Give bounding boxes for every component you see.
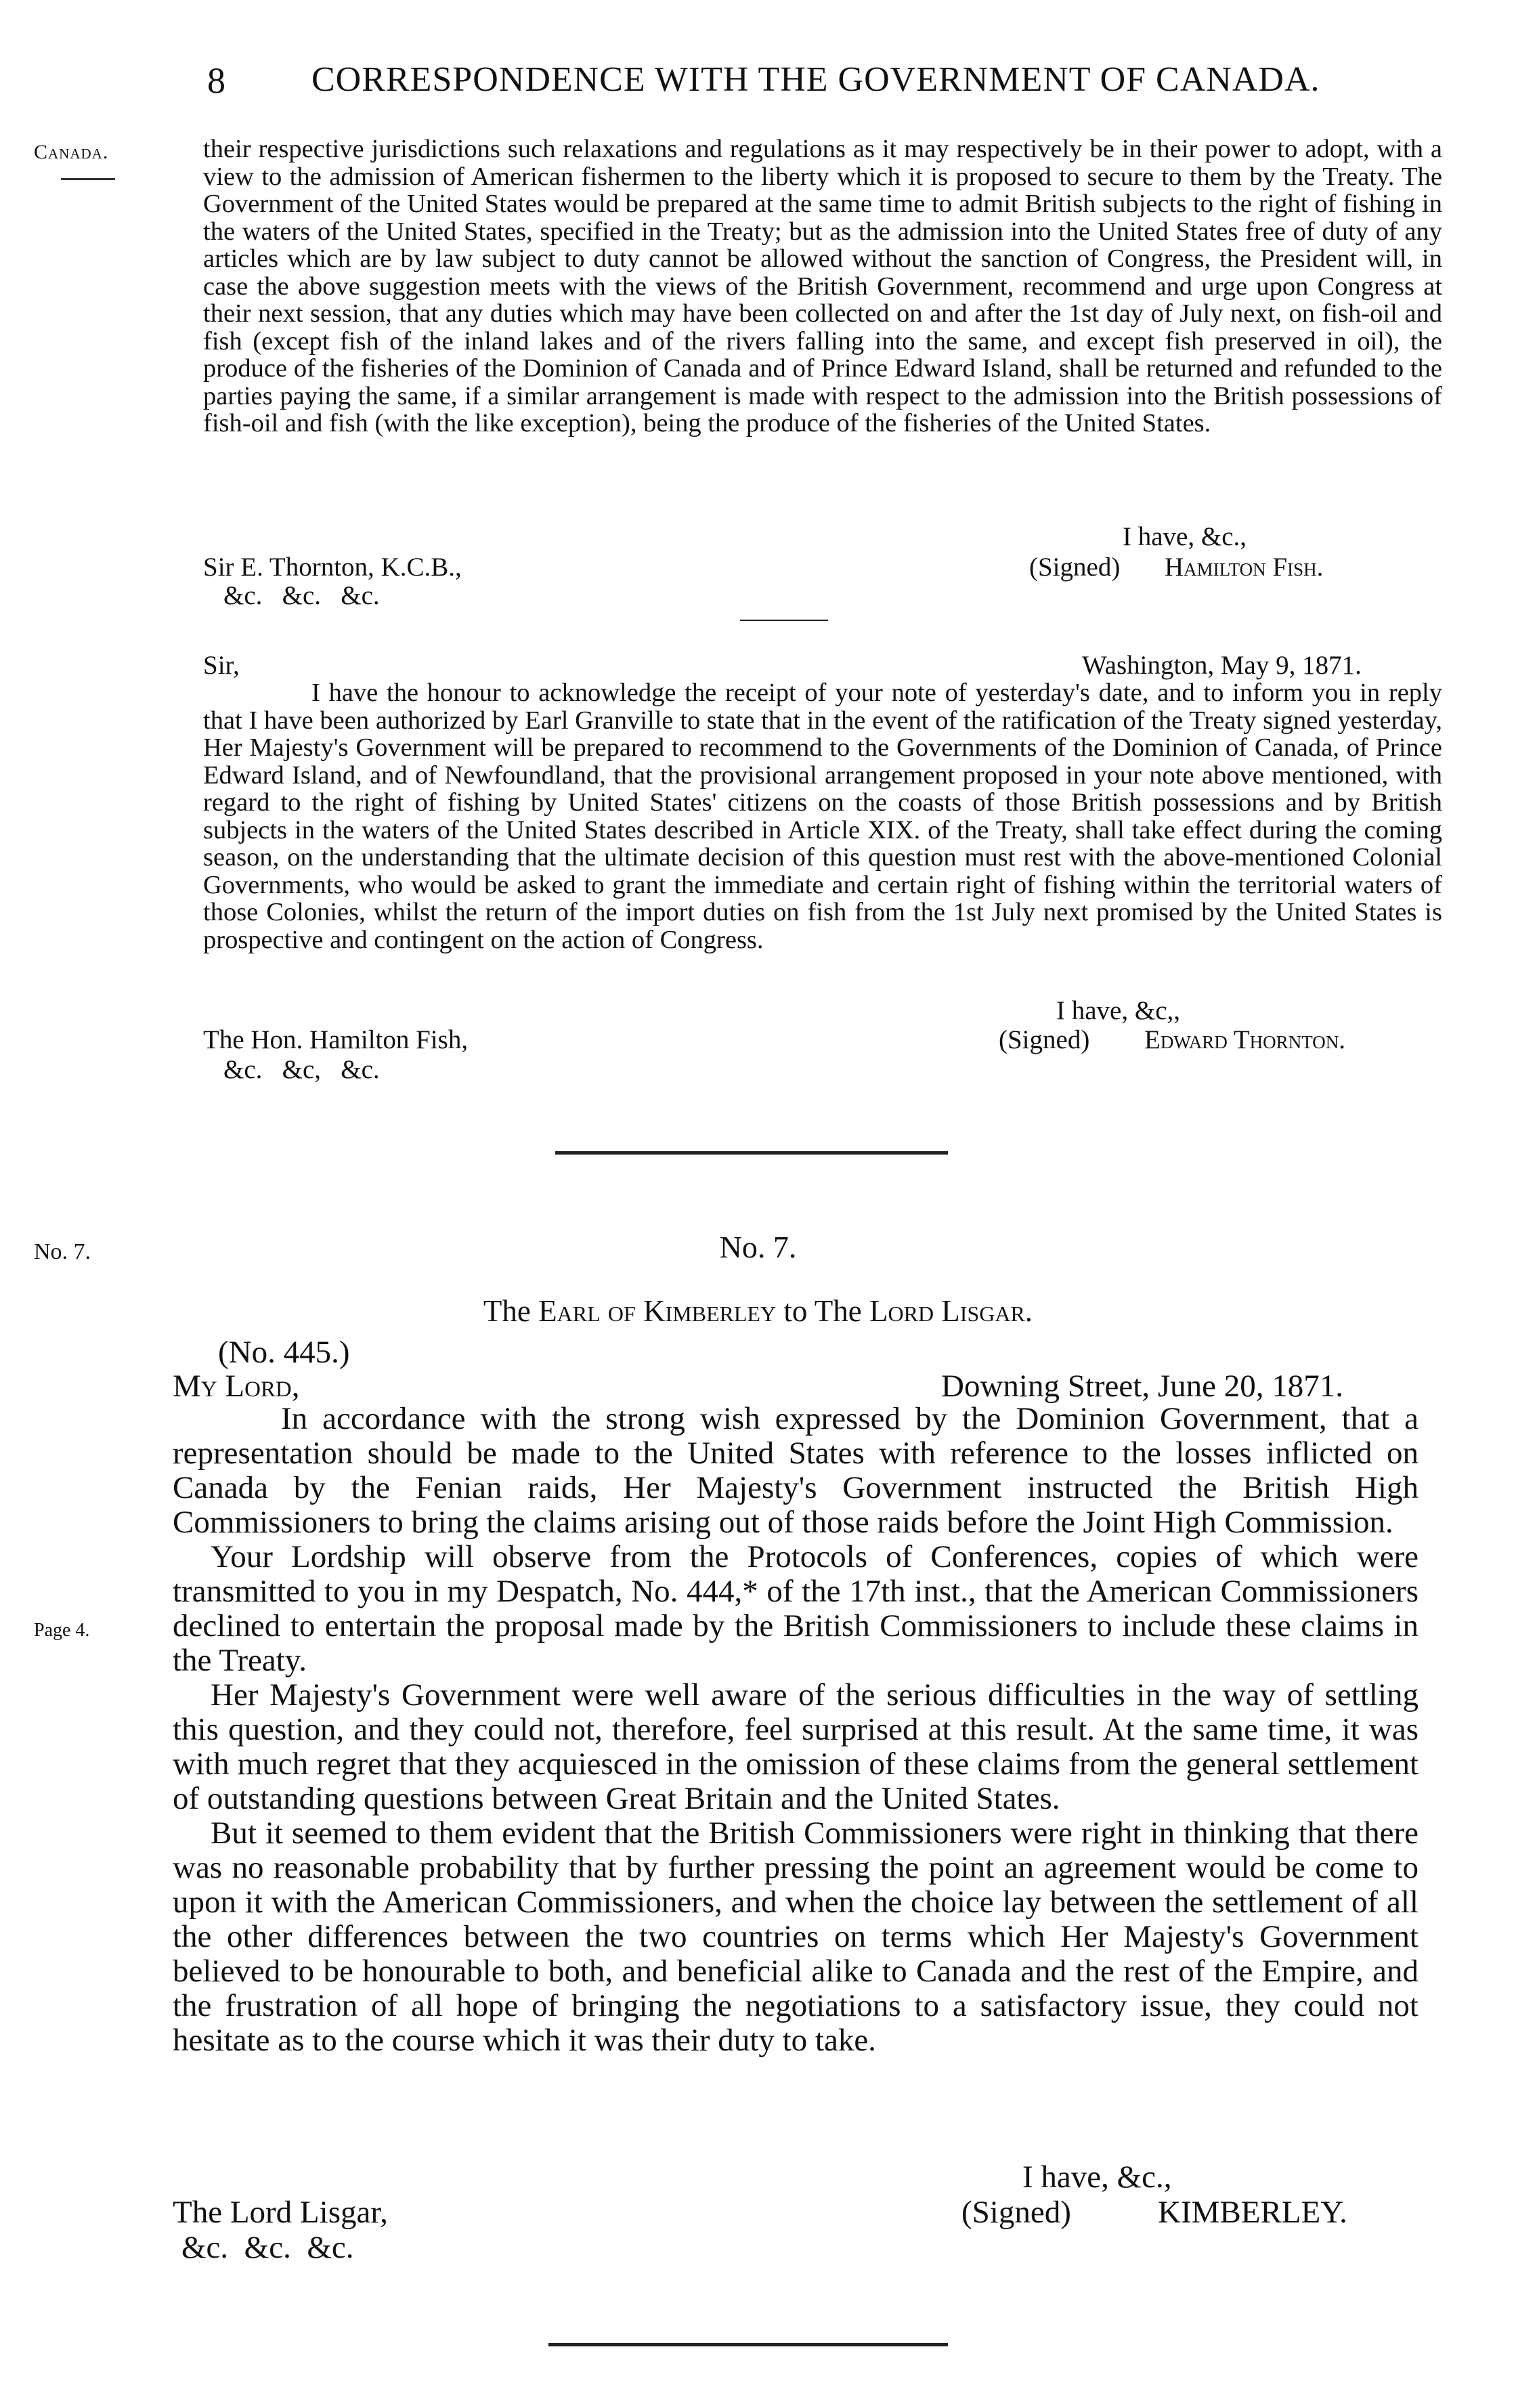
letter3-paragraph-4: But it seemed to them evident that the British Commissioners were right in thinking that there was no reasonable probability that by further pressing the point an agreement would be come to upon it with the American Commissioners, and when the choice lay between the settlement of all the other differences between the two countries on terms which Her Majesty's Government believed to be honourable to both, and beneficial alike to Canada and the rest of the Empire, and the frustration of all hope of bringing the negotiations to a satisfactory issue, they could not hesitate as to the course which it was their duty to take. [173,1815,1418,2058]
letter3-closing: I have, &c., [1022,2159,1172,2195]
letter3-addressee: The Lord Lisgar, [173,2195,388,2230]
letter1-etc: &c. &c. &c. [223,581,380,610]
running-title: CORRESPONDENCE WITH THE GOVERNMENT OF CANADA. [311,60,1320,99]
letter2-body [203,679,1442,953]
letter3-body [173,1402,1418,2058]
letter2-closing: I have, &c,, [1056,996,1181,1025]
margin-label-canada: Canada. [34,141,109,163]
letter2-place-date: Washington, May 9, 1871. [1082,651,1362,680]
letter2-etc: &c. &c, &c. [223,1055,380,1084]
letter3-salutation: My Lord, [173,1369,300,1404]
separator-bottom [548,2343,948,2346]
letter1-body-text: their respective jurisdictions such relaxations and regulations as it may respectively be in their power to adopt, with a view to the admission of American fishermen to the liberty which it is proposed to secure to them by the Treaty. The Government of the United States would be prepared at the same time to admit British subjects to the right of fishing in the waters of the United States, specified in the Treaty; but as the admission into the United States free of duty of any articles which are by law subject to duty cannot be allowed without the sanction of Congress, the President will, in case the above suggestion meets with the views of the British Government, recommend and urge upon Congress at their next session, that any duties which may have been collected on and after the 1st day of July next, on fish-oil and fish (except fish of the inland lakes and of the rivers falling into the same, and except fish preserved in oil), the produce of the fisheries of the Dominion of Canada and of Prince Edward Island, shall be returned and refunded to the parties paying the same, if a similar arrangement is made with respect to the admission into the British possessions of fish-oil and fish (with the like exception), being the produce of the fisheries of the United States. [203,135,1442,437]
letter1-body [203,135,1442,437]
margin-label-no7: No. 7. [34,1239,91,1264]
letter2-signer: Edward Thornton. [1144,1025,1345,1054]
heading-from: Earl of Kimberley [538,1294,777,1328]
letter3-ref: (No. 445.) [218,1335,350,1370]
letter2-addressee: The Hon. Hamilton Fish, [203,1025,469,1054]
page-number: 8 [207,60,225,101]
letter2-salutation: Sir, [203,651,240,680]
letter1-addressee: Sir E. Thornton, K.C.B., [203,553,462,582]
separator-long [555,1151,948,1155]
margin-label-page-ref: Page 4. [34,1620,90,1641]
letter3-signer: KIMBERLEY. [1158,2195,1347,2230]
margin-dash [61,178,115,180]
heading-to: Lord Lisgar. [869,1294,1033,1328]
letter1-closing: I have, &c., [1123,522,1247,551]
letter3-signed: (Signed) [961,2195,1071,2230]
letter2-body-text: I have the honour to acknowledge the receipt of your note of yesterday's date, and to inform you in reply that I have been authorized by Earl Granville to state that in the event of the ratification of the Treaty signed yesterday, Her Majesty's Government will be prepared to recommend to the Governments of the Dominion of Canada, of Prince Edward Island, and of Newfoundland, that the provisional arrangement proposed in your note above mentioned, with regard to the right of fishing by United States' citizens on the coasts of those British possessions and by British subjects in the waters of the United States described in Article XIX. of the Treaty, shall take effect during the coming season, on the understanding that the ultimate decision of this question must rest with the above-mentioned Colonial Governments, who would be asked to grant the immediate and certain right of fishing within the territorial waters of those Colonies, whilst the return of the import duties on fish from the 1st July next promised by the United States is prospective and contingent on the action of Congress. [203,679,1442,954]
letter3-etc: &c. &c. &c. [181,2230,354,2265]
letter1-signed: (Signed) [1029,553,1121,582]
heading-pre: The [483,1294,531,1328]
letter3-number: No. 7. [719,1230,797,1264]
letter3-paragraph-3: Her Majesty's Government were well aware of the serious difficulties in the way of settling this question, and they could not, therefore, feel surprised at this result. At the same time, it was with much regret that they acquiesced in the omission of these claims from the general settlement of outstanding questions between Great Britain and the United States. [173,1677,1418,1816]
letter2-signed: (Signed) [999,1025,1090,1054]
heading-mid: to The [783,1294,862,1328]
letter1-signer: Hamilton Fish. [1165,553,1324,582]
separator-short [740,620,828,621]
letter3-place-date: Downing Street, June 20, 1871. [941,1369,1343,1404]
letter3-paragraph-2: Your Lordship will observe from the Protocols of Conferences, copies of which were transmitted to you in my Despatch, No. 444,* of the 17th inst., that the American Commissioners declined to entertain the proposal made by the British Commissioners to include these claims in the Treaty. [173,1539,1418,1678]
letter3-heading [0,1293,1516,1329]
letter3-paragraph-1: In accordance with the strong wish expressed by the Dominion Government, that a representation should be made to the United States with reference to the losses inflicted on Canada by the Fenian raids, Her Majesty's Government instructed the British High Commissioners to bring the claims arising out of those raids before the Joint High Commission. [173,1401,1418,1540]
